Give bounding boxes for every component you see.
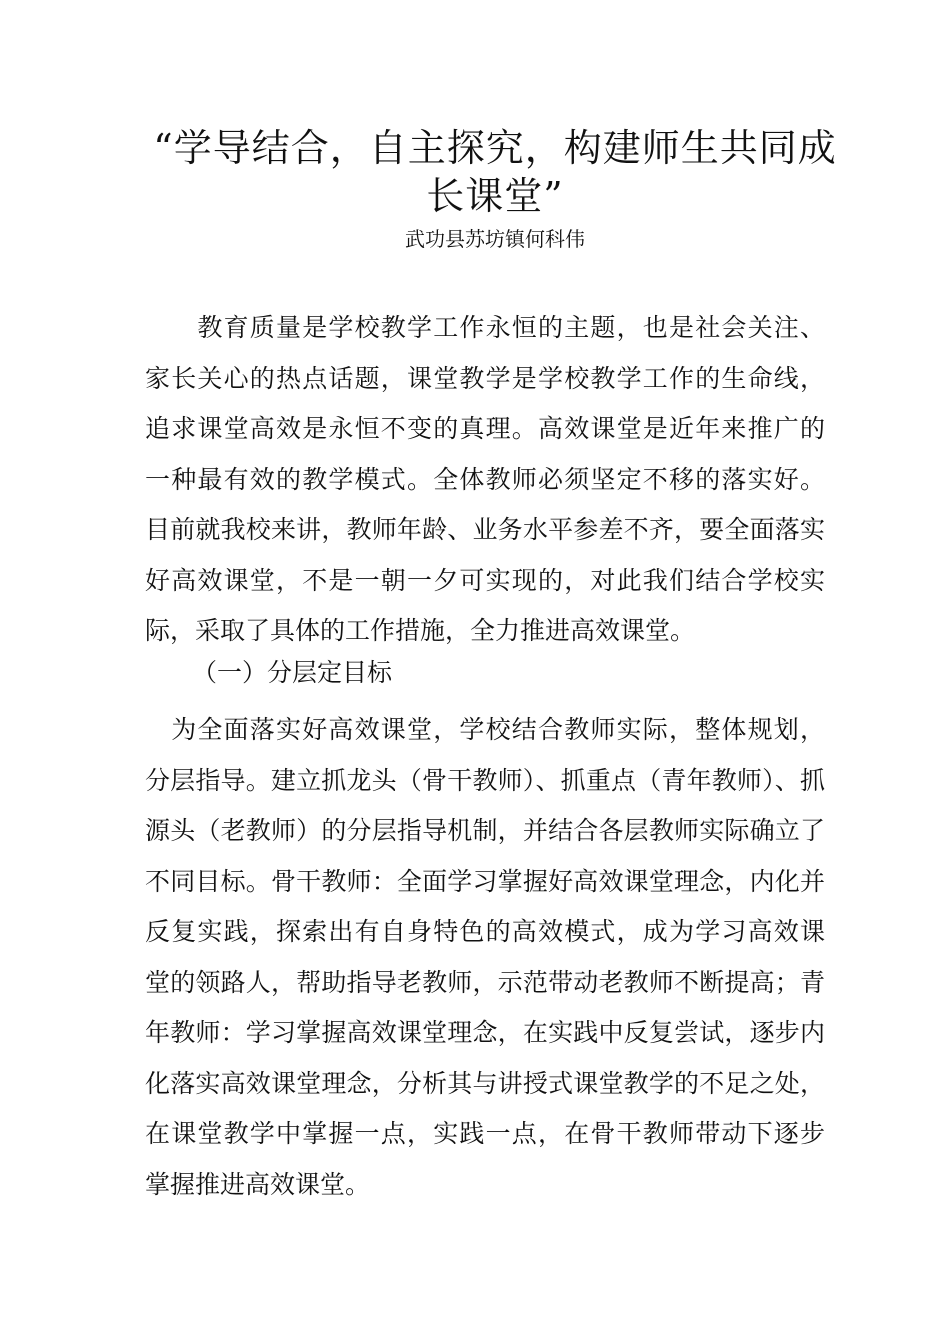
text-line: 教育质量是学校教学工作永恒的主题，也是社会关注、: [145, 313, 825, 342]
text-line: 家长关心的热点话题，课堂教学是学校教学工作的生命线，: [145, 363, 825, 393]
author-line: 武功县苏坊镇何科伟: [405, 227, 585, 251]
text-line: 分层指导。建立抓龙头（骨干教师）、抓重点（青年教师）、抓: [145, 765, 825, 795]
paragraph-layered-goals: [145, 705, 825, 1210]
text-line: 反复实践，探索出有自身特色的高效模式，成为学习高效课: [145, 917, 825, 946]
text-line: 堂的领路人，帮助指导老教师，示范带动老教师不断提高；青: [145, 967, 825, 997]
text-line: 化落实高效课堂理念，分析其与讲授式课堂教学的不足之处，: [145, 1068, 825, 1098]
paragraph-intro: [145, 303, 825, 657]
section-heading: （一）分层定目标: [192, 658, 393, 687]
text-line: 际，采取了具体的工作措施，全力推进高效课堂。: [145, 616, 696, 645]
text-line: 年教师：学习掌握高效课堂理念，在实践中反复尝试，逐步内: [145, 1018, 825, 1047]
title-line: “学导结合，自主探究，构建师生共同成: [153, 126, 837, 170]
title-line: 长课堂”: [426, 174, 564, 218]
text-line: 掌握推进高效课堂。: [145, 1169, 371, 1199]
text-line: 一种最有效的教学模式。全体教师必须坚定不移的落实好。: [145, 464, 825, 494]
text-line: 为全面落实好高效课堂，学校结合教师实际，整体规划，: [145, 715, 825, 744]
text-line: 好高效课堂，不是一朝一夕可实现的，对此我们结合学校实: [145, 565, 825, 595]
text-line: 在课堂教学中掌握一点，实践一点，在骨干教师带动下逐步: [145, 1119, 825, 1148]
text-line: 不同目标。骨干教师：全面学习掌握好高效课堂理念，内化并: [145, 866, 825, 896]
text-line: 源头（老教师）的分层指导机制，并结合各层教师实际确立了: [145, 816, 825, 845]
text-line: 追求课堂高效是永恒不变的真理。高效课堂是近年来推广的: [145, 414, 825, 443]
document-title: [150, 124, 840, 220]
text-line: 目前就我校来讲，教师年龄、业务水平参差不齐，要全面落实: [145, 515, 825, 544]
